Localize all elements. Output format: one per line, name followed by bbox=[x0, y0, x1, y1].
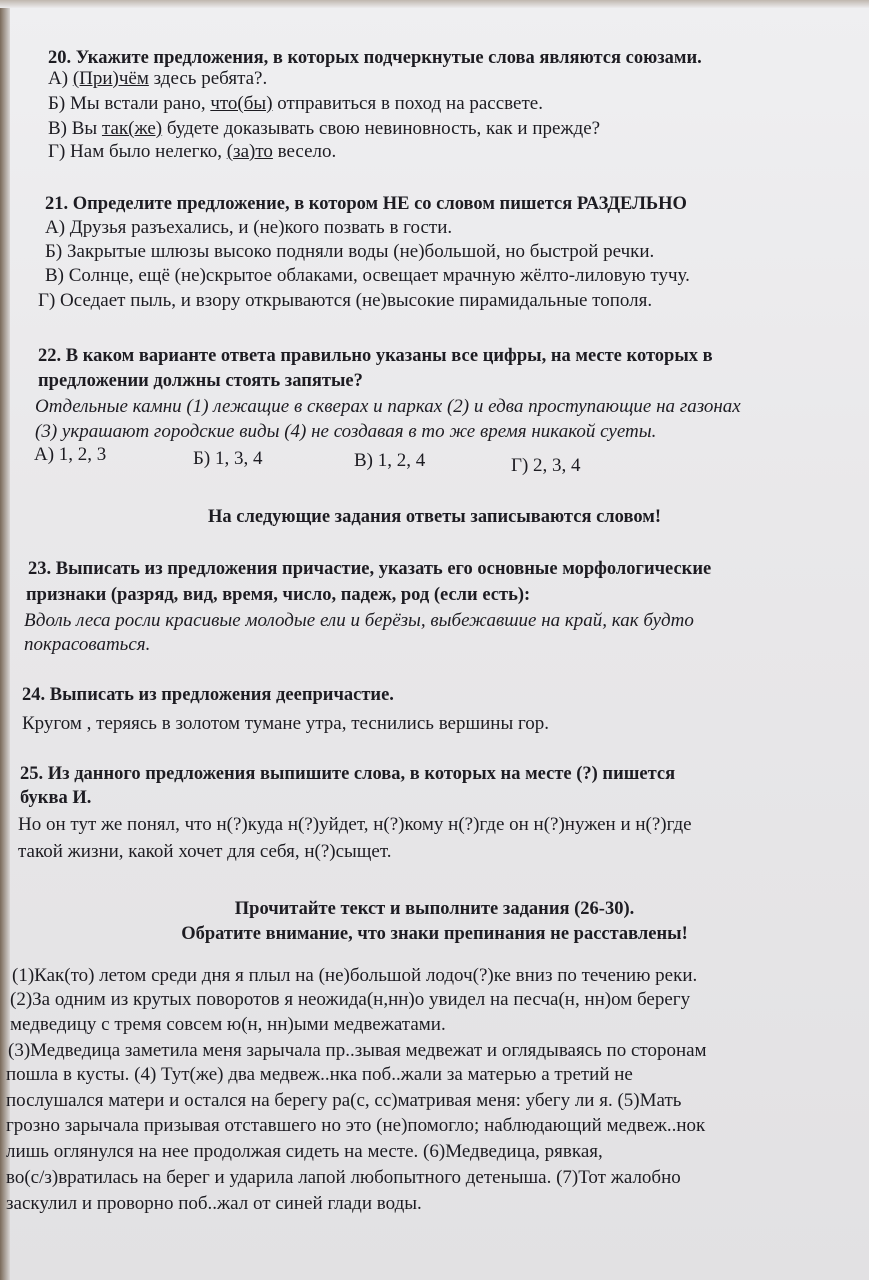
q23-title-line2: признаки (разряд, вид, время, число, падеж, род (если есть): bbox=[26, 585, 531, 605]
q22-sentence-line2: (3) украшают городские виды (4) не создавая в то же время никакой суеты. bbox=[35, 421, 657, 442]
q21-option-d: Г) Оседает пыль, и взору открываются (не)высокие пирамидальные тополя. bbox=[38, 290, 653, 311]
q21-option-c: В) Солнце, ещё (не)скрытое облаками, освещает мрачную жёлто-лиловую тучу. bbox=[45, 265, 690, 286]
q23-sentence-line1: Вдоль леса росли красивые молодые ели и берёзы, выбежавшие на край, как будто bbox=[24, 610, 694, 631]
q22-option-a: А) 1, 2, 3 bbox=[34, 444, 107, 465]
passage-line: медведицу с тремя совсем ю(н, нн)ыми медвежатами. bbox=[10, 1014, 446, 1035]
q25-title-line1: 25. Из данного предложения выпишите слова, в которых на месте (?) пишется bbox=[20, 764, 676, 784]
q22-option-c: В) 1, 2, 4 bbox=[354, 450, 426, 471]
passage-line: заскулил и проворно поб..жал от синей глади воды. bbox=[6, 1193, 422, 1214]
passage-line: во(с/з)вратилась на берег и ударила лапой любопытного детеныша. (7)Тот жалобно bbox=[6, 1167, 681, 1188]
passage-line: лишь оглянулся на нее продолжая сидеть на месте. (6)Медведица, рявкая, bbox=[6, 1141, 603, 1162]
q20-option-b: Б) Мы встали рано, что(бы) отправиться в поход на рассвете. bbox=[48, 93, 543, 114]
q22-title-line1: 22. В каком варианте ответа правильно указаны все цифры, на месте которых в bbox=[38, 346, 713, 366]
q20-option-c: В) Вы так(же) будете доказывать свою невиновность, как и прежде? bbox=[48, 118, 601, 139]
text-intro-line1: Прочитайте текст и выполните задания (26-30). bbox=[234, 899, 635, 919]
q23-sentence-line2: покрасоваться. bbox=[24, 634, 151, 655]
page-shadow-top bbox=[0, 0, 869, 8]
q25-sentence-line1: Но он тут же понял, что н(?)куда н(?)уйдет, н(?)кому н(?)где он н(?)нужен и н(?)где bbox=[18, 814, 692, 835]
q22-option-b: Б) 1, 3, 4 bbox=[193, 448, 263, 469]
q24-title: 24. Выписать из предложения деепричастие. bbox=[22, 685, 394, 705]
q25-sentence-line2: такой жизни, какой хочет для себя, н(?)сыщет. bbox=[18, 841, 392, 862]
page-shadow-left bbox=[0, 0, 10, 1280]
q22-option-d: Г) 2, 3, 4 bbox=[511, 455, 581, 476]
text-intro-line2: Обратите внимание, что знаки препинания не расставлены! bbox=[181, 924, 688, 944]
q20-option-d: Г) Нам было нелегко, (за)то весело. bbox=[48, 141, 337, 162]
q21-option-a: А) Друзья разъехались, и (не)кого позвать в гости. bbox=[45, 217, 453, 238]
passage-line: грозно зарычала призывая отставшего но это (не)помогло; наблюдающий медвеж..нок bbox=[6, 1115, 706, 1136]
q20-title: 20. Укажите предложения, в которых подчеркнутые слова являются союзами. bbox=[48, 48, 702, 68]
q22-title-line2: предложении должны стоять запятые? bbox=[38, 371, 363, 391]
passage-line: (1)Как(то) летом среди дня я плыл на (не)большой лодоч(?)ке вниз по течению реки. bbox=[12, 965, 698, 986]
passage-line: (3)Медведица заметила меня зарычала пр..зывая медвежат и оглядываясь по сторонам bbox=[8, 1040, 707, 1061]
q24-sentence: Кругом , теряясь в золотом тумане утра, теснились вершины гор. bbox=[22, 713, 550, 734]
passage-line: пошла в кусты. (4) Тут(же) два медвеж..нка поб..жали за матерью а третий не bbox=[6, 1064, 633, 1085]
passage-line: послушался матери и остался на берегу ра(с, сс)матривая меня: убегу ли я. (5)Мать bbox=[6, 1090, 682, 1111]
q20-option-a: А) (При)чём здесь ребята?. bbox=[48, 68, 268, 89]
q23-title-line1: 23. Выписать из предложения причастие, указать его основные морфологические bbox=[28, 559, 712, 579]
q22-sentence-line1: Отдельные камни (1) лежащие в скверах и парках (2) и едва проступающие на газонах bbox=[35, 396, 741, 417]
section-notice: На следующие задания ответы записываются словом! bbox=[208, 507, 661, 527]
q21-option-b: Б) Закрытые шлюзы высоко подняли воды (не)большой, но быстрой речки. bbox=[45, 241, 655, 262]
q25-title-line2: буква И. bbox=[20, 788, 92, 808]
q21-title: 21. Определите предложение, в котором НЕ со словом пишется РАЗДЕЛЬНО bbox=[45, 194, 687, 214]
passage-line: (2)За одним из крутых поворотов я неожида(н,нн)о увидел на песча(н, нн)ом берегу bbox=[10, 989, 691, 1010]
